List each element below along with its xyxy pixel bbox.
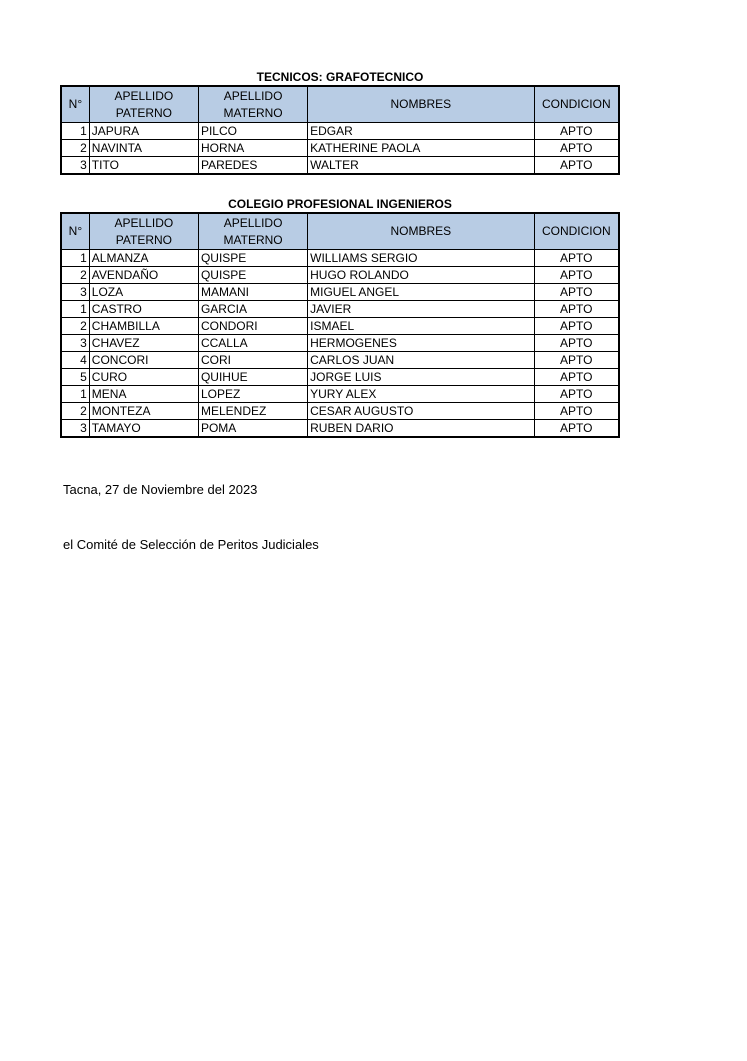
section-title: COLEGIO PROFESIONAL INGENIEROS [228, 197, 452, 211]
cell-paterno: TITO [89, 157, 198, 175]
cell-paterno: LOZA [89, 284, 198, 301]
cell-paterno: TAMAYO [89, 420, 198, 438]
cell-paterno: CURO [89, 369, 198, 386]
table-grafotecnico [60, 85, 620, 175]
footer-date: Tacna, 27 de Noviembre del 2023 [63, 482, 258, 497]
cell-nombres: HUGO ROLANDO [308, 267, 534, 284]
cell-nombres: RUBEN DARIO [308, 420, 534, 438]
cell-condicion: APTO [534, 386, 619, 403]
header-condicion: CONDICION [534, 86, 619, 123]
table-row [61, 369, 619, 386]
section-ingenieros [60, 196, 620, 438]
cell-n: 1 [61, 386, 89, 403]
table-ingenieros [60, 212, 620, 438]
cell-nombres: JAVIER [308, 301, 534, 318]
cell-condicion: APTO [534, 318, 619, 335]
cell-materno: LOPEZ [198, 386, 307, 403]
cell-n: 3 [61, 420, 89, 438]
table-row [61, 284, 619, 301]
cell-condicion: APTO [534, 403, 619, 420]
cell-n: 2 [61, 140, 89, 157]
cell-condicion: APTO [534, 335, 619, 352]
cell-paterno: AVENDAÑO [89, 267, 198, 284]
cell-condicion: APTO [534, 140, 619, 157]
cell-nombres: ISMAEL [308, 318, 534, 335]
footer-committee: el Comité de Selección de Peritos Judiciales [63, 537, 319, 552]
table-row [61, 403, 619, 420]
header-row [61, 213, 619, 250]
cell-paterno: JAPURA [89, 123, 198, 140]
cell-nombres: CARLOS JUAN [308, 352, 534, 369]
cell-paterno: ALMANZA [89, 250, 198, 267]
cell-paterno: CONCORI [89, 352, 198, 369]
cell-materno: MAMANI [198, 284, 307, 301]
cell-materno: QUIHUE [198, 369, 307, 386]
cell-n: 4 [61, 352, 89, 369]
cell-nombres: WALTER [308, 157, 534, 175]
cell-paterno: NAVINTA [89, 140, 198, 157]
cell-nombres: MIGUEL ANGEL [308, 284, 534, 301]
cell-n: 3 [61, 335, 89, 352]
table-row [61, 140, 619, 157]
table-row [61, 250, 619, 267]
cell-condicion: APTO [534, 284, 619, 301]
cell-nombres: EDGAR [308, 123, 534, 140]
header-n: N° [61, 213, 89, 250]
cell-materno: POMA [198, 420, 307, 438]
cell-condicion: APTO [534, 267, 619, 284]
table-row [61, 157, 619, 175]
table-row [61, 352, 619, 369]
cell-materno: QUISPE [198, 267, 307, 284]
cell-materno: PILCO [198, 123, 307, 140]
cell-nombres: HERMOGENES [308, 335, 534, 352]
cell-paterno: CHAVEZ [89, 335, 198, 352]
cell-n: 1 [61, 250, 89, 267]
cell-materno: HORNA [198, 140, 307, 157]
header-nombres: NOMBRES [308, 213, 534, 250]
cell-n: 2 [61, 267, 89, 284]
cell-n: 2 [61, 403, 89, 420]
cell-n: 3 [61, 284, 89, 301]
cell-paterno: CHAMBILLA [89, 318, 198, 335]
header-materno: APELLIDO MATERNO [198, 86, 307, 123]
cell-materno: MELENDEZ [198, 403, 307, 420]
cell-condicion: APTO [534, 250, 619, 267]
header-condicion: CONDICION [534, 213, 619, 250]
cell-condicion: APTO [534, 123, 619, 140]
cell-condicion: APTO [534, 301, 619, 318]
table-row [61, 267, 619, 284]
cell-condicion: APTO [534, 369, 619, 386]
cell-nombres: JORGE LUIS [308, 369, 534, 386]
table-row [61, 318, 619, 335]
header-nombres: NOMBRES [308, 86, 534, 123]
cell-materno: QUISPE [198, 250, 307, 267]
cell-n: 1 [61, 123, 89, 140]
cell-condicion: APTO [534, 352, 619, 369]
cell-condicion: APTO [534, 157, 619, 175]
cell-n: 5 [61, 369, 89, 386]
cell-paterno: CASTRO [89, 301, 198, 318]
section-grafotecnico [60, 69, 620, 175]
cell-materno: CCALLA [198, 335, 307, 352]
cell-n: 1 [61, 301, 89, 318]
cell-paterno: MENA [89, 386, 198, 403]
cell-paterno: MONTEZA [89, 403, 198, 420]
header-materno: APELLIDO MATERNO [198, 213, 307, 250]
cell-nombres: WILLIAMS SERGIO [308, 250, 534, 267]
table-row [61, 335, 619, 352]
cell-n: 2 [61, 318, 89, 335]
header-paterno: APELLIDO PATERNO [89, 86, 198, 123]
table-row [61, 123, 619, 140]
table-body [61, 250, 619, 438]
cell-nombres: KATHERINE PAOLA [308, 140, 534, 157]
cell-materno: CORI [198, 352, 307, 369]
table-row [61, 301, 619, 318]
header-paterno: APELLIDO PATERNO [89, 213, 198, 250]
table-body [61, 123, 619, 175]
table-row [61, 420, 619, 438]
cell-n: 3 [61, 157, 89, 175]
table-row [61, 386, 619, 403]
cell-nombres: YURY ALEX [308, 386, 534, 403]
cell-materno: GARCIA [198, 301, 307, 318]
header-row [61, 86, 619, 123]
cell-condicion: APTO [534, 420, 619, 438]
header-n: N° [61, 86, 89, 123]
cell-nombres: CESAR AUGUSTO [308, 403, 534, 420]
section-title: TECNICOS: GRAFOTECNICO [256, 70, 424, 84]
cell-materno: PAREDES [198, 157, 307, 175]
cell-materno: CONDORI [198, 318, 307, 335]
